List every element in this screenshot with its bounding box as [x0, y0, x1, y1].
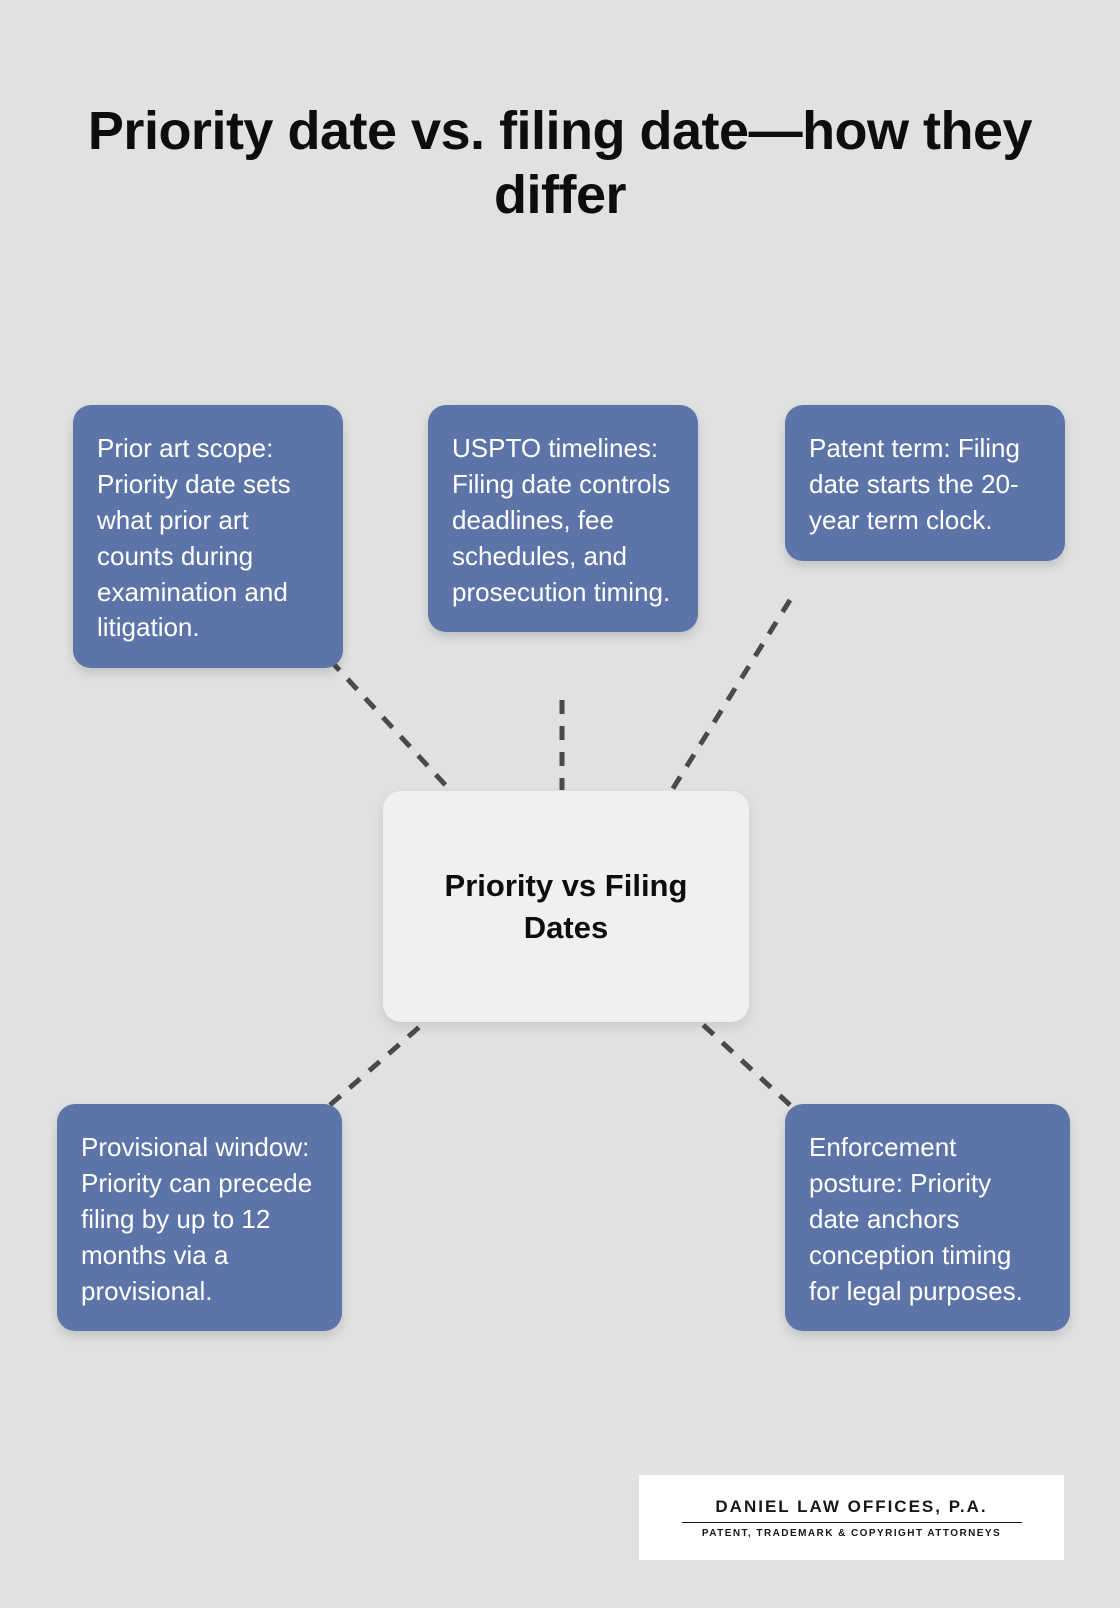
info-node-text: Prior art scope: Priority date sets what prior art counts during examination and litigation. — [97, 433, 291, 643]
logo-tagline: PATENT, TRADEMARK & COPYRIGHT ATTORNEYS — [701, 1527, 1002, 1539]
connector-line-0 — [330, 660, 450, 790]
connector-line-3 — [330, 1022, 425, 1105]
page-title: Priority date vs. filing date—how they differ — [87, 101, 1033, 225]
info-node-text: USPTO timelines: Filing date controls deadlines, fee schedules, and prosecution timing. — [452, 433, 671, 607]
center-node — [383, 791, 749, 1022]
info-node-text: Enforcement posture: Priority date anchors conception timing for legal purposes. — [809, 1132, 1023, 1306]
info-node-text: Provisional window: Priority can precede filing by up to 12 months via a provisional. — [81, 1132, 313, 1306]
connector-line-4 — [700, 1022, 790, 1105]
info-node-text: Patent term: Filing date starts the 20-year term clock. — [809, 433, 1020, 535]
logo — [639, 1475, 1064, 1560]
info-node-uspto-timelines — [428, 405, 698, 632]
info-node-prior-art-scope — [73, 405, 343, 668]
center-node-label: Priority vs Filing Dates — [444, 867, 688, 945]
logo-name: DANIEL LAW OFFICES, P.A. — [715, 1496, 988, 1516]
info-node-enforcement-posture — [785, 1104, 1070, 1331]
info-node-patent-term — [785, 405, 1065, 561]
info-node-provisional-window — [57, 1104, 342, 1331]
logo-divider — [682, 1522, 1022, 1523]
